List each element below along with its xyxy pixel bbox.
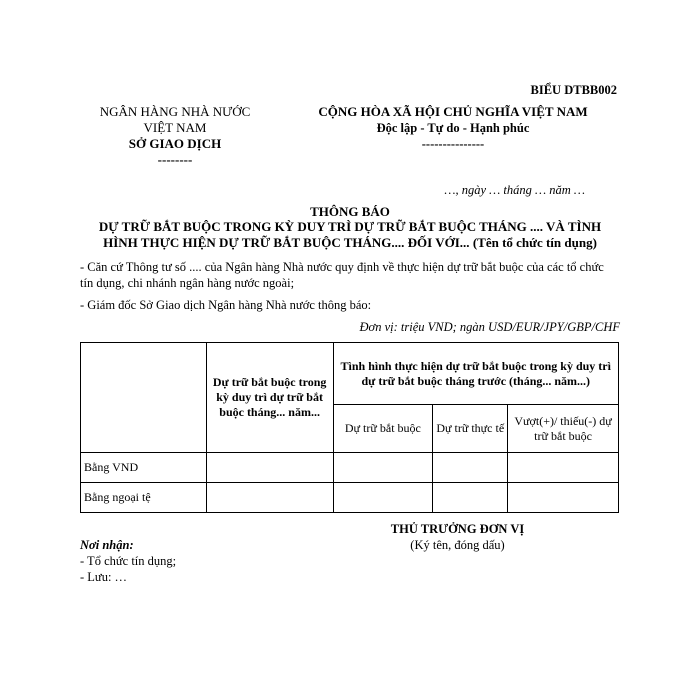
nation-divider: ---------------	[421, 137, 485, 151]
issuer-header	[80, 104, 270, 168]
nation-motto: Độc lập - Tự do - Hạnh phúc	[376, 121, 530, 135]
paragraph-announcement: - Giám đốc Sở Giao dịch Ngân hàng Nhà nước thông báo:	[80, 298, 372, 312]
notice-title: THÔNG BÁO	[310, 204, 390, 219]
issuer-line3: SỞ GIAO DỊCH	[128, 136, 222, 151]
notice-subtitle-line2-paren: (Tên tổ chức tín dụng)	[472, 235, 597, 250]
subheader-required: Dự trữ bắt buộc	[333, 405, 433, 453]
cell-vnd-prev-required	[333, 453, 433, 483]
cell-foreign-diff	[508, 483, 619, 513]
recipients-label: Nơi nhận:	[80, 538, 134, 552]
form-code: BIỂU DTBB002	[530, 83, 617, 97]
cell-vnd-actual	[433, 453, 508, 483]
cell-vnd-required	[206, 453, 333, 483]
issuer-line2: VIỆT NAM	[143, 120, 207, 135]
row-label-foreign: Bằng ngoại tệ	[81, 483, 207, 513]
header-required-reserve: Dự trữ bắt buộc trong kỳ duy trì dự trữ bắt buộc tháng... năm...	[206, 343, 333, 453]
row-label-vnd: Bằng VND	[81, 453, 207, 483]
issuer-divider: --------	[157, 152, 193, 167]
signature-note: (Ký tên, đóng dấu)	[410, 538, 505, 552]
cell-foreign-required	[206, 483, 333, 513]
cell-vnd-diff	[508, 453, 619, 483]
issuer-line1: NGÂN HÀNG NHÀ NƯỚC	[99, 104, 251, 119]
notice-subtitle-line1: DỰ TRỮ BẮT BUỘC TRONG KỲ DUY TRÌ DỰ TRỮ BẮT BUỘC THÁNG .... VÀ TÌNH	[98, 219, 602, 234]
recipient-item: - Lưu: …	[80, 570, 128, 584]
subheader-actual: Dự trữ thực tế	[433, 405, 508, 453]
notice-subtitle-line2	[80, 235, 620, 251]
table-corner-cell	[81, 343, 207, 453]
nation-header	[278, 104, 628, 152]
cell-foreign-prev-required	[333, 483, 433, 513]
table-row	[81, 483, 619, 513]
nation-line1: CỘNG HÒA XÃ HỘI CHỦ NGHĨA VIỆT NAM	[318, 104, 588, 119]
signature-block	[370, 521, 545, 553]
subheader-excess-shortfall: Vượt(+)/ thiếu(-) dự trữ bắt buộc	[508, 405, 619, 453]
reserve-table	[80, 342, 619, 513]
unit-line: Đơn vị: triệu VND; ngàn USD/EUR/JPY/GBP/CHF	[359, 320, 620, 334]
recipients-block	[80, 537, 330, 585]
date-line: …, ngày … tháng … năm …	[444, 183, 585, 197]
cell-foreign-actual	[433, 483, 508, 513]
paragraph-legal-basis: - Căn cứ Thông tư số .... của Ngân hàng Nhà nước quy định về thực hiện dự trữ bắt buộc của các tổ chức tín dụng, chi nhánh ngân hàng nước ngoài;	[80, 260, 604, 290]
notice-subtitle	[80, 219, 620, 251]
recipient-item: - Tổ chức tín dụng;	[80, 554, 177, 568]
table-row	[81, 453, 619, 483]
signature-title: THỦ TRƯỞNG ĐƠN VỊ	[390, 522, 525, 536]
notice-subtitle-line2-main: HÌNH THỰC HIỆN DỰ TRỮ BẮT BUỘC THÁNG.... ĐỐI VỚI...	[103, 235, 473, 250]
header-previous-month-group: Tình hình thực hiện dự trữ bắt buộc trong kỳ duy trì dự trữ bắt buộc tháng trước (tháng... năm...)	[333, 343, 619, 405]
